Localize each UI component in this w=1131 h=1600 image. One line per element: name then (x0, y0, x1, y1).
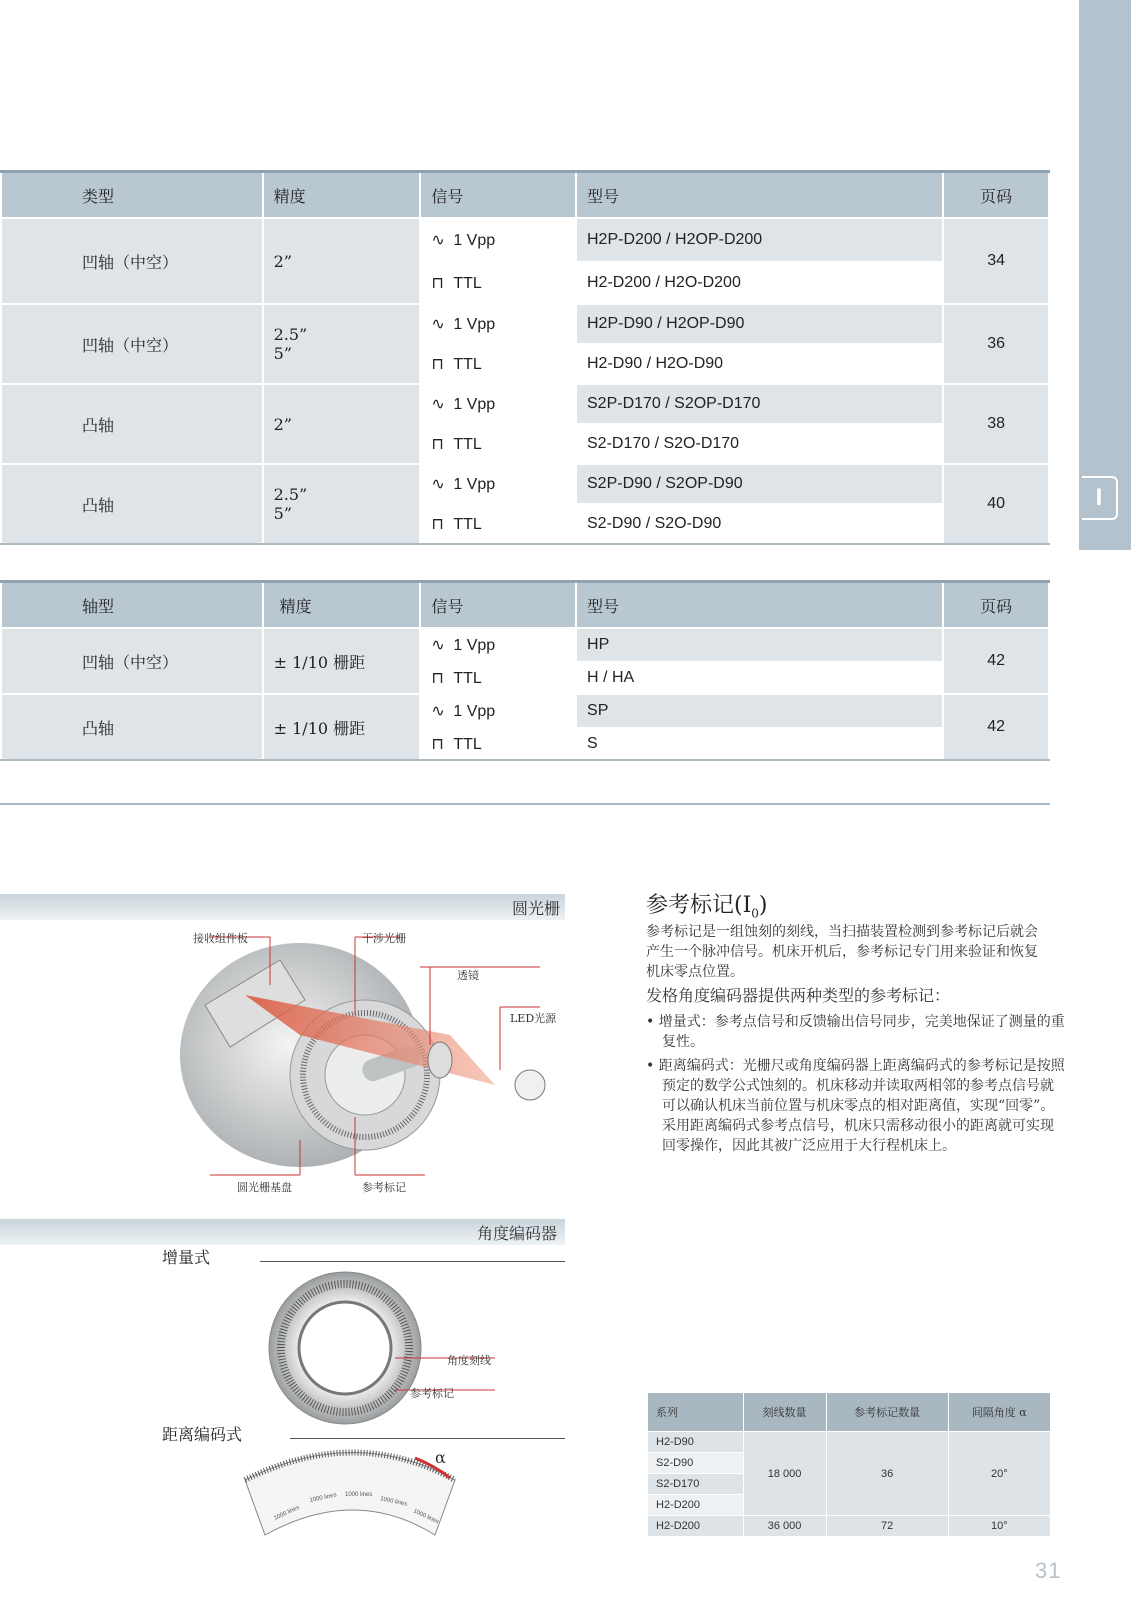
incremental-disk-illustration (255, 1268, 505, 1428)
tick-label: 1000 lines (379, 1496, 408, 1508)
tick-label: 1000 lines (309, 1492, 338, 1504)
series-name: H2-D90 (648, 1432, 744, 1453)
signal-cell: ⊓ TTL (420, 504, 576, 544)
heading-rule (260, 1261, 565, 1262)
row-type: 凸轴 (1, 694, 263, 760)
model-cell: H2-D200 / H2O-D200 (576, 262, 943, 304)
header-ref-count: 参考标记数量 (826, 1393, 948, 1432)
model-cell: S (576, 728, 943, 760)
bullet-distance-coded: • 距离编码式：光栅尺或角度编码器上距离编码式的参考标记是按照预定的数学公式蚀刻的。机床移动并读取两相邻的参考点信号就可以确认机床当前位置与机床零点的相对距离值，实现“回零”。采用距离编码式参考点信号，机床只需移动很小的距离就可实现回零操作，因此其被广泛应用于大行程机床上。 (646, 1058, 1065, 1154)
signal-cell: ⊓ TTL (420, 424, 576, 464)
model-cell: SP (576, 694, 943, 728)
label-substrate: 圆光栅基盘 (237, 1181, 292, 1194)
series-name: H2-D200 (648, 1516, 744, 1537)
tick-label: 1000 lines (345, 1492, 373, 1498)
header-type: 类型 (1, 172, 263, 219)
bullet-incremental: • 增量式：参考点信号和反馈输出信号同步，完美地保证了测量的重复性。 (646, 1014, 1065, 1050)
square-wave-icon: ⊓ (431, 275, 444, 292)
header-precision: 精度 (263, 582, 421, 629)
row-precision: 2” (263, 384, 421, 464)
model-cell: S2-D90 / S2O-D90 (576, 504, 943, 544)
chapter-marker: I (1082, 476, 1118, 520)
row-precision: 2.5” 5” (263, 464, 421, 544)
label-interference-grating: 干涉光栅 (362, 932, 406, 945)
sine-wave-icon: ∿ (431, 637, 445, 654)
section-label: 圆光栅 (512, 899, 561, 918)
series-name: H2-D200 (648, 1495, 744, 1516)
line-count: 18 000 (743, 1432, 826, 1516)
header-series: 系列 (648, 1393, 744, 1432)
header-line-count: 刻线数量 (743, 1393, 826, 1432)
signal-cell: ∿ 1 Vpp (420, 628, 576, 662)
interval-angle: 20° (948, 1432, 1050, 1516)
ref-count: 36 (826, 1432, 948, 1516)
lens (428, 1042, 452, 1078)
signal-cell: ∿ 1 Vpp (420, 304, 576, 344)
header-page: 页码 (943, 582, 1049, 629)
signal-cell: ⊓ TTL (420, 728, 576, 760)
model-cell: H / HA (576, 662, 943, 694)
label-alpha: α (435, 1448, 446, 1467)
chapter-side-tab (1079, 0, 1131, 550)
row-type: 凹轴（中空） (1, 628, 263, 694)
square-wave-icon: ⊓ (431, 736, 444, 753)
label-lens: 透镜 (457, 969, 479, 982)
model-cell: S2P-D170 / S2OP-D170 (576, 384, 943, 424)
label-ref-mark-2: 参考标记 (410, 1387, 454, 1400)
row-type: 凹轴（中空） (1, 304, 263, 384)
row-precision: 2” (263, 218, 421, 304)
led-source (515, 1070, 545, 1100)
tick-label: 1000 lines (273, 1504, 301, 1522)
tick-label: 1000 lines (412, 1508, 440, 1526)
distance-coded-heading: 距离编码式 (162, 1425, 243, 1444)
modular-encoder-table (0, 580, 1050, 761)
series-name: S2-D90 (648, 1453, 744, 1474)
row-precision: ± 1/10 栅距 (263, 628, 421, 694)
label-graduation: 角度刻线 (447, 1354, 491, 1367)
header-signal: 信号 (420, 172, 576, 219)
sine-wave-icon: ∿ (431, 703, 445, 720)
header-page: 页码 (943, 172, 1049, 219)
signal-cell: ⊓ TTL (420, 344, 576, 384)
page-ref: 36 (943, 304, 1049, 384)
square-wave-icon: ⊓ (431, 670, 444, 687)
square-wave-icon: ⊓ (431, 436, 444, 453)
sine-wave-icon: ∿ (431, 476, 445, 493)
square-wave-icon: ⊓ (431, 356, 444, 373)
series-name: S2-D170 (648, 1474, 744, 1495)
row-precision: 2.5” 5” (263, 304, 421, 384)
ref-count: 72 (826, 1516, 948, 1537)
label-ref-mark: 参考标记 (362, 1181, 406, 1194)
header-interval: 间隔角度 α (948, 1393, 1050, 1432)
model-cell: H2P-D90 / H2OP-D90 (576, 304, 943, 344)
interval-angle: 10° (948, 1516, 1050, 1537)
label-led: LED光源 (510, 1012, 557, 1025)
page-ref: 34 (943, 218, 1049, 304)
header-model: 型号 (576, 172, 943, 219)
page-number: 31 (1035, 1558, 1062, 1583)
incremental-heading: 增量式 (162, 1248, 211, 1267)
signal-cell: ∿ 1 Vpp (420, 218, 576, 262)
label-receiver: 接收组件板 (193, 932, 248, 945)
model-cell: S2P-D90 / S2OP-D90 (576, 464, 943, 504)
model-cell: H2P-D200 / H2OP-D200 (576, 218, 943, 262)
header-signal: 信号 (420, 582, 576, 629)
signal-cell: ⊓ TTL (420, 262, 576, 304)
section-band-rotary-grating (0, 894, 565, 920)
row-type: 凸轴 (1, 464, 263, 544)
page-ref: 40 (943, 464, 1049, 544)
row-type: 凹轴（中空） (1, 218, 263, 304)
signal-cell: ∿ 1 Vpp (420, 384, 576, 424)
header-type: 轴型 (1, 582, 263, 629)
row-precision: ± 1/10 栅距 (263, 694, 421, 760)
page-ref: 42 (943, 694, 1049, 760)
model-cell: HP (576, 628, 943, 662)
heading-rule (290, 1438, 565, 1439)
series-table (647, 1392, 1051, 1537)
signal-cell: ∿ 1 Vpp (420, 464, 576, 504)
page-ref: 38 (943, 384, 1049, 464)
sine-wave-icon: ∿ (431, 316, 445, 333)
sine-wave-icon: ∿ (431, 232, 445, 249)
rotary-grating-illustration (150, 925, 570, 1195)
sine-wave-icon: ∿ (431, 396, 445, 413)
section-divider (0, 803, 1050, 805)
page-ref: 42 (943, 628, 1049, 694)
model-cell: S2-D170 / S2O-D170 (576, 424, 943, 464)
reference-types-lead: 发格角度编码器提供两种类型的参考标记： (646, 986, 951, 1005)
rotary-encoder-table (0, 170, 1050, 545)
square-wave-icon: ⊓ (431, 516, 444, 533)
reference-mark-title: 参考标记$(I_0)$ (646, 893, 768, 921)
header-precision: 精度 (263, 172, 421, 219)
signal-cell: ⊓ TTL (420, 662, 576, 694)
header-model: 型号 (576, 582, 943, 629)
model-cell: H2-D90 / H2O-D90 (576, 344, 943, 384)
row-type: 凸轴 (1, 384, 263, 464)
reference-intro: 参考标记是一组蚀刻的刻线，当扫描装置检测到参考标记后就会产生一个脉冲信号。机床开机后，参考标记专门用来验证和恢复机床零点位置。 (646, 924, 1038, 980)
section-label: 角度编码器 (477, 1224, 558, 1243)
line-count: 36 000 (743, 1516, 826, 1537)
signal-cell: ∿ 1 Vpp (420, 694, 576, 728)
